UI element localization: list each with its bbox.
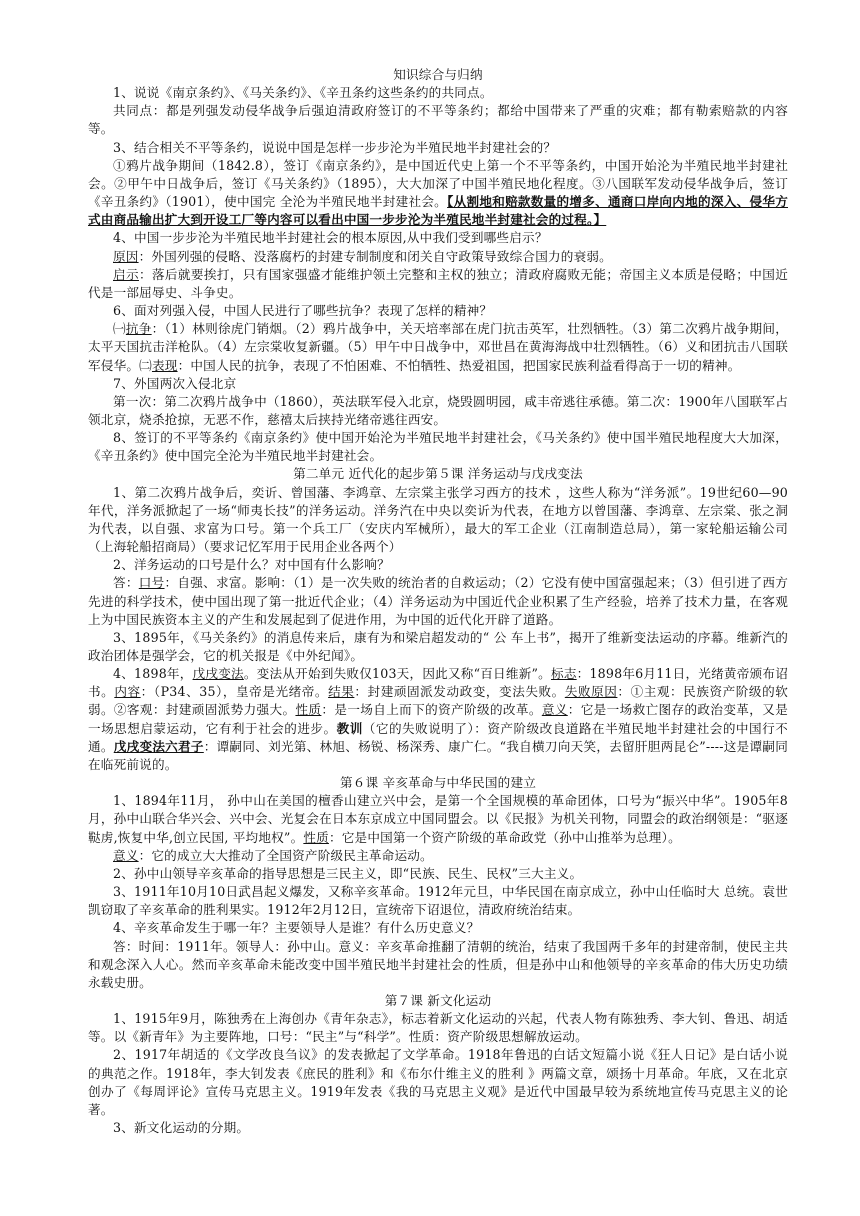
reform-text: 。变法从开始到失败仅103天，因此又称“百日维新”。 <box>243 666 551 682</box>
nature-label: 性质 <box>295 702 322 718</box>
lesson6-item-1-significance <box>88 847 788 865</box>
lesson5-item-3: 3、1895年，《马关条约》的消息传来后，康有为和梁启超发动的“ 公 车上书”，揭开了维新变法运动的序幕。维新汽的政治团体是强学会，它的机关报是《中外纪闻》。 <box>88 629 788 663</box>
item-8: 8、签订的不平等条约《南京条约》使中国开始沦为半殖民地半封建社会，《马关条约》使中国半殖民地程度大大加深，《辛丑条约》使中国完全沦为半殖民地半封建社会。 <box>88 430 788 464</box>
answer-3-text: ①鸦片战争期间（1842.8），签订《南京条约》，是中国近代史上第一个不平等条约，中国开始沦为半殖民地半封建社会。②甲午中日战争后，签订《马关条约》（1895），大大加深了中国半殖民地化程度。③八国联军发动侵华战争后，签订《辛丑条约》（1901），使中国完 全沦为半殖民地半封建社会。 <box>88 157 788 210</box>
question-6: 6、面对列强入侵，中国人民进行了哪些抗争？表现了怎样的精神？ <box>113 303 493 319</box>
answer-6-prefix: ㈠ <box>113 321 126 337</box>
failure-label: 失败原因 <box>564 684 618 700</box>
spirit-label: 表现 <box>151 357 178 373</box>
failure-text: ：①主观：民族资产阶级的软弱。②客观：封建顽固派势力强大。 <box>88 684 789 718</box>
page-title: 知识综合与归纳 <box>393 67 483 82</box>
document-page <box>88 66 788 1137</box>
lesson6-item-1 <box>88 792 788 846</box>
sign-label: 标志 <box>551 666 577 682</box>
lesson7-item-1: 1、1915年9月，陈独秀在上海创办《青年杂志》，标志着新文化运动的兴起，代表人物有陈独秀、李大钊、鲁迅、胡适等。以《新青年》为主要阵地，口号：“民主”与“科学”。性质：资产阶级思想解放运动。 <box>88 1011 788 1045</box>
nature-text: ：是一场自上而下的资产阶级的改革。 <box>321 702 542 718</box>
answer-6 <box>88 320 788 374</box>
struggle-label: 抗争 <box>125 321 152 337</box>
question-4: 4、中国一步步沦为半殖民地半封建社会的根本原因,从中我们受到哪些启示？ <box>113 230 548 246</box>
alliance-significance-text: ：它的成立大大推动了全国资产阶级民主革命运动。 <box>138 847 433 863</box>
answer-4-reason <box>88 248 788 266</box>
question-1: 1、说说《南京条约》、《马关条约》、《辛丑条约这些条约的共同点。 <box>113 85 493 101</box>
answer-3 <box>88 157 788 230</box>
lesson6-answer-4: 答：时间：1911年。领导人：孙中山。意义：辛亥革命推翻了清朝的统治，结束了我国两千多年的封建帝制，使民主共和观念深入人心。然而辛亥革命未能改变中国半殖民地半封建社会的性质，但是孙中山和他领导的辛亥革命的伟大历史功绩永载史册。 <box>88 938 788 990</box>
alliance-nature-label: 性质 <box>303 829 329 845</box>
slogan-label: 口号 <box>138 575 165 591</box>
unit-2-heading: 第二单元 近代化的起步第５课 洋务运动与戊戌变法 <box>293 466 583 482</box>
answer-prefix: 答： <box>113 575 139 591</box>
lesson-text: （它的失败说明了）：资产阶级改良道路在半殖民地半封建社会的中国行不通。 <box>88 720 788 754</box>
lesson6-item-1-text: 1、1894年11月， 孙中山在美国的檀香山建立兴中会，是第一个全国规模的革命团体，口号为“振兴中华”。1905年8月，孙中山联合华兴会、兴中会、光复会在日本东京成立中国同盟会。以《民报》为机关刊物，同盟会的政治纲领是：“驱逐鞑虏,恢复中华,创立民国, 平均地权”。 <box>88 793 788 845</box>
six-gentlemen-label: 戊戌变法六君子 <box>113 738 204 754</box>
reform-label: 戊戌变法 <box>192 666 244 682</box>
question-7: 7、外国两次入侵北京 <box>113 375 237 391</box>
lesson7-item-3: 3、新文化运动的分期。 <box>113 1120 250 1136</box>
answer-1: 共同点：都是列强发动侵华战争后强迫清政府签订的不平等条约；都给中国带来了严重的灾难；都有勒索赔款的内容等。 <box>88 103 788 137</box>
spirit-text: ：中国人民的抗争，表现了不怕困难、不怕牺牲、热爱祖国，把国家民族利益看得高于一切的精神。 <box>177 357 741 373</box>
item-4-prefix: 4、1898年， <box>113 666 193 682</box>
alliance-nature-text: ：它是中国第一个资产阶级的革命政党（孙中山推举为总理）。 <box>328 829 681 845</box>
lesson5-item-4 <box>88 665 788 774</box>
lesson-label: 教训 <box>336 720 363 736</box>
reason-text: ：外国列强的侵略、没落腐朽的封建专制制度和闭关自守政策导致综合国力的衰弱。 <box>138 248 612 264</box>
significance-label: 意义 <box>541 702 568 718</box>
lesson6-item-3: 3、1911年10月10日武昌起义爆发，又称辛亥革命。1912年元旦，中华民国在南京成立，孙中山任临时大 总统。袁世凯窃取了辛亥革命的胜利果实。1912年2月12日，宣统帝下诏退位，清政府统治结束。 <box>88 884 788 918</box>
question-3: 3、结合相关不平等条约，说说中国是怎样一步步沦为半殖民地半封建社会的？ <box>113 139 557 155</box>
lesson7-item-2: 2、1917年胡适的《文学改良刍议》的发表掀起了文学革命。1918年鲁迅的白话文短篇小说《狂人日记》是白话小说的典范之作。1918年，李大钊发表《庶民的胜利》和《布尔什维主义的胜利 》两篇文章，颂扬十月革命。年底，又在北京创办了《每周评论》宣传马克思主义。1919年发表《我的马克思主义观》是近代中国最早较为系统地宣传马克思主义的论著。 <box>88 1047 788 1117</box>
answer-7: 第一次：第二次鸦片战争中（1860），英法联军侵入北京，烧毁圆明园，咸丰帝逃往承德。第二次：1900年八国联军占领北京，烧杀抢掠，无恶不作，慈禧太后挟持光绪帝逃往西安。 <box>88 393 788 427</box>
lesson-7-heading: 第７课 新文化运动 <box>384 992 492 1008</box>
content-label: 内容 <box>114 684 141 700</box>
slogan-text: ：自强、求富。影响：（1）是一次失败的统治者的自救运动；（2）它没有使中国富强起来；（3）但引进了西方先进的科学技术，使中国出现了第一批近代企业；（4）洋务运动为中国近代企业积累了生产经验，培养了技术力量，在客观上为中国民族资本主义的产生和发展起到了促进作用，为中国的近代化开辟了道路。 <box>88 575 789 627</box>
lesson6-item-2: 2、孙中山领导辛亥革命的指导思想是三民主义，即“民族、民生、民权”三大主义。 <box>113 865 583 881</box>
inspiration-text: ：落后就要挨打，只有国家强盛才能维护领土完整和主权的独立；清政府腐败无能；帝国主义本质是侵略；中国近代是一部屈辱史、斗争史。 <box>88 266 788 300</box>
content-text: ：（P34、35），皇帝是光绪帝。 <box>140 684 329 700</box>
result-label: 结果 <box>328 684 355 700</box>
lesson5-answer-2 <box>88 574 788 628</box>
answer-4-inspiration <box>88 266 788 302</box>
lesson6-item-4: 4、辛亥革命发生于哪一年？主要领导人是谁？有什么历史意义？ <box>113 920 480 936</box>
six-gentlemen-text: ：谭嗣同、刘光第、林旭、杨锐、杨深秀、康广仁。“我自横刀向天笑，去留肝胆两昆仑”----这是谭嗣同在临死前说的。 <box>88 738 789 772</box>
lesson5-item-1: 1、第二次鸦片战争后，奕䜣、曾国藩、李鸿章、左宗棠主张学习西方的技术 ，这些人称为“洋务派”。19世纪60—90年代，洋务派掀起了一场“师夷长技”的洋务运动。洋务汽在中央以奕䜣为代表，在地方以曾国藩、李鸿章、左宗棠、张之洞为代表，以自强、求富为口号。第一个兵工厂（安庆内军械所），最大的军工企业（江南制造总局），第一家轮船运输公司（上海轮船招商局）（要求记忆军用于民用企业各两个） <box>88 484 788 555</box>
significance-text: ：它是一场救亡图存的政治变革，又是一场思想启蒙运动，它有利于社会的进步。 <box>88 702 788 736</box>
sign-text: ：1898年6月11日，光绪黄帝颁布诏书。 <box>88 666 788 700</box>
lesson-6-heading: 第６课 辛亥革命与中华民国的建立 <box>339 775 537 791</box>
reason-label: 原因 <box>113 248 139 264</box>
inspiration-label: 启示 <box>113 266 139 282</box>
alliance-significance-label: 意义 <box>113 847 139 863</box>
struggle-text: ：（1）林则徐虎门销烟。（2）鸦片战争中，关天培率部在虎门抗击英军，壮烈牺牲。（3）第二次鸦片战争期间，太平天国抗击洋枪队。（4）左宗棠收复新疆。（5）甲午中日战争中，邓世昌在黄海海战中壮烈牺牲。（6）义和团抗击八国联军侵华。㈡ <box>88 321 789 373</box>
lesson5-item-2: 2、洋务运动的口号是什么？对中国有什么影响？ <box>113 557 390 573</box>
result-text: ：封建顽固派发动政变，变法失败。 <box>354 684 565 700</box>
answer-3-summary: 【从割地和赔款数量的增多、通商口岸向内地的深入、侵华方式由商品输出扩大到开设工厂等内容可以看出中国一步步沦为半殖民地半封建社会的过程。】 <box>88 194 788 228</box>
